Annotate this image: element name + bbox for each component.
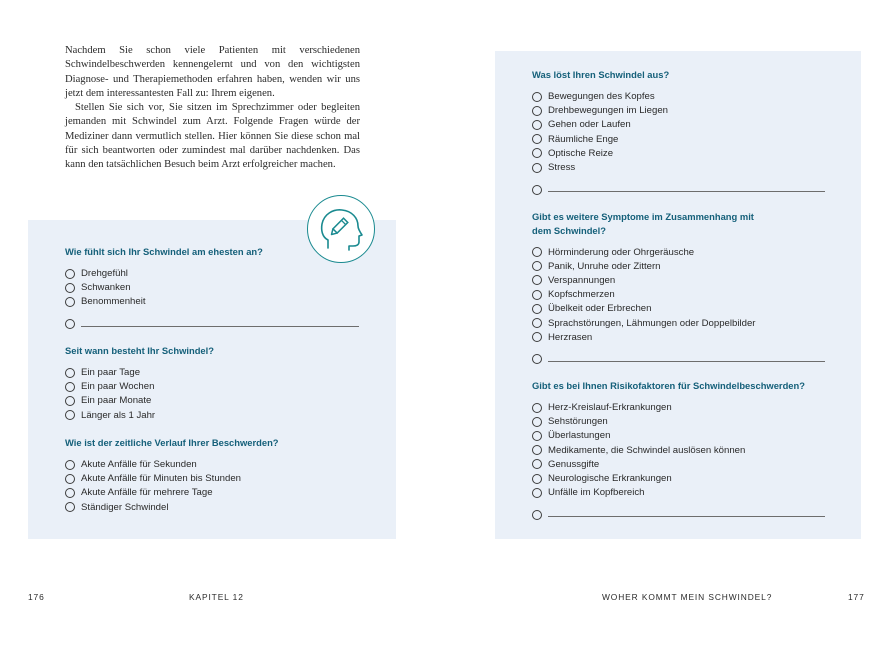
option-sekunden[interactable] [65, 458, 279, 472]
radio-button[interactable] [532, 459, 542, 469]
option-label: Herz-Kreislauf-Erkrankungen [548, 402, 672, 414]
radio-button[interactable] [532, 354, 542, 364]
option-minuten[interactable] [65, 472, 279, 486]
radio-button[interactable] [532, 431, 542, 441]
option-stress[interactable] [532, 160, 825, 174]
option-sehstoerungen[interactable] [532, 415, 825, 429]
option-label: Optische Reize [548, 147, 614, 159]
radio-button[interactable] [532, 318, 542, 328]
intro-text [65, 44, 360, 173]
option-gehen[interactable] [532, 118, 825, 132]
radio-button[interactable] [532, 304, 542, 314]
option-label: Länger als 1 Jahr [81, 409, 156, 421]
question-title: Gibt es weitere Symptome im Zusammenhang mit dem Schwindel? [532, 211, 754, 236]
running-head-right: WOHER KOMMT MEIN SCHWINDEL? [602, 592, 773, 602]
intro-paragraph-2: Stellen Sie sich vor, Sie sitzen im Sprechzimmer oder begleiten jemanden mit Schwindel zum Arzt. Folgende Fragen würde der Mediziner dann vermutlich stellen. Hier können Sie diese schon mal für sich beantworten oder zumindest mal darüber nachdenken. Das kann den tatsächlichen Besuch beim Arzt erfolgreicher machen. [65, 102, 360, 171]
option-tage-anfaelle[interactable] [65, 486, 279, 500]
radio-button[interactable] [65, 460, 75, 470]
radio-button[interactable] [532, 163, 542, 173]
option-label: Sprachstörungen, Lähmungen oder Doppelbilder [548, 317, 756, 329]
option-kopfschmerzen[interactable] [532, 288, 825, 302]
option-drehbewegung[interactable] [532, 104, 825, 118]
option-label: Benommenheit [81, 296, 146, 308]
option-ueberlastungen[interactable] [532, 429, 825, 443]
option-tage[interactable] [65, 366, 214, 380]
radio-button[interactable] [65, 382, 75, 392]
option-label: Unfälle im Kopfbereich [548, 487, 645, 499]
option-unfaelle[interactable] [532, 486, 825, 500]
radio-button[interactable] [532, 488, 542, 498]
option-uebelkeit[interactable] [532, 302, 825, 316]
other-answer-field[interactable] [532, 185, 825, 195]
radio-button[interactable] [532, 247, 542, 257]
radio-button[interactable] [532, 106, 542, 116]
running-head-left: KAPITEL 12 [189, 592, 244, 602]
option-label: Medikamente, die Schwindel auslösen können [548, 444, 746, 456]
radio-button[interactable] [65, 488, 75, 498]
option-panik[interactable] [532, 259, 825, 273]
option-label: Verspannungen [548, 274, 616, 286]
radio-button[interactable] [532, 510, 542, 520]
radio-button[interactable] [65, 319, 75, 329]
option-label: Akute Anfälle für Minuten bis Stunden [81, 473, 241, 485]
question-title: Seit wann besteht Ihr Schwindel? [65, 345, 214, 356]
option-optisch[interactable] [532, 146, 825, 160]
option-label: Sehstörungen [548, 416, 608, 428]
option-hoerminderung[interactable] [532, 245, 825, 259]
option-benommenheit[interactable] [65, 295, 359, 309]
question-block-triggers [532, 68, 825, 195]
write-in-line[interactable] [548, 361, 825, 362]
option-label: Stress [548, 162, 576, 174]
option-drehgefuehl[interactable] [65, 267, 359, 281]
option-kopfbewegung[interactable] [532, 90, 825, 104]
page-number-right: 177 [848, 592, 865, 602]
option-label: Akute Anfälle für mehrere Tage [81, 487, 213, 499]
option-label: Hörminderung oder Ohrgeräusche [548, 246, 695, 258]
radio-button[interactable] [532, 185, 542, 195]
option-sprachstoerungen[interactable] [532, 316, 825, 330]
option-label: Drehgefühl [81, 268, 128, 280]
option-wochen[interactable] [65, 380, 214, 394]
other-answer-field[interactable] [532, 510, 825, 520]
radio-button[interactable] [532, 92, 542, 102]
radio-button[interactable] [65, 502, 75, 512]
question-title: Was löst Ihren Schwindel aus? [532, 69, 670, 80]
radio-button[interactable] [532, 120, 542, 130]
other-answer-field[interactable] [532, 354, 825, 364]
radio-button[interactable] [65, 297, 75, 307]
radio-button[interactable] [65, 396, 75, 406]
question-title: Wie ist der zeitliche Verlauf Ihrer Beschwerden? [65, 437, 279, 448]
option-label: Ein paar Tage [81, 367, 141, 379]
option-label: Drehbewegungen im Liegen [548, 105, 669, 117]
radio-button[interactable] [532, 148, 542, 158]
question-block-symptoms [532, 210, 825, 364]
right-page [448, 0, 895, 648]
option-neurologisch[interactable] [532, 471, 825, 485]
question-block-risk [532, 379, 825, 520]
write-in-line[interactable] [548, 516, 825, 517]
page-number-left: 176 [28, 592, 45, 602]
radio-button[interactable] [65, 368, 75, 378]
option-label: Bewegungen des Kopfes [548, 91, 655, 103]
option-label: Schwanken [81, 282, 131, 294]
question-block-feel [65, 245, 359, 329]
radio-button[interactable] [532, 417, 542, 427]
option-medikamente[interactable] [532, 443, 825, 457]
option-herzrasen[interactable] [532, 330, 825, 344]
option-label: Übelkeit oder Erbrechen [548, 303, 652, 315]
option-label: Genussgifte [548, 458, 600, 470]
option-label: Ein paar Monate [81, 395, 152, 407]
option-monate[interactable] [65, 394, 214, 408]
radio-button[interactable] [532, 474, 542, 484]
option-staendig[interactable] [65, 500, 279, 514]
option-label: Gehen oder Laufen [548, 119, 631, 131]
question-title: Wie fühlt sich Ihr Schwindel am ehesten an? [65, 246, 263, 257]
option-label: Akute Anfälle für Sekunden [81, 459, 197, 471]
write-in-line[interactable] [548, 191, 825, 192]
option-label: Neurologische Erkrankungen [548, 473, 672, 485]
radio-button[interactable] [532, 275, 542, 285]
option-label: Panik, Unruhe oder Zittern [548, 260, 661, 272]
option-label: Herzrasen [548, 331, 593, 343]
option-label: Kopfschmerzen [548, 289, 615, 301]
question-title: Gibt es bei Ihnen Risikofaktoren für Schwindelbeschwerden? [532, 380, 805, 391]
left-page [0, 0, 447, 648]
option-herz-kreislauf[interactable] [532, 401, 825, 415]
option-jahr[interactable] [65, 408, 214, 422]
radio-button[interactable] [65, 410, 75, 420]
question-block-course [65, 436, 279, 514]
radio-button[interactable] [532, 403, 542, 413]
option-genussgifte[interactable] [532, 457, 825, 471]
intro-paragraph-1: Nachdem Sie schon viele Patienten mit verschiedenen Schwindelbeschwerden kennengelernt und von den wichtigsten Diagnose- und Therapiemethoden erfahren haben, wenden wir uns jetzt dem interessantesten Fall zu: Ihrem eigenen. [65, 45, 360, 99]
radio-button[interactable] [532, 134, 542, 144]
radio-button[interactable] [65, 269, 75, 279]
radio-button[interactable] [532, 332, 542, 342]
option-label: Ständiger Schwindel [81, 501, 169, 513]
radio-button[interactable] [532, 261, 542, 271]
question-block-since [65, 344, 214, 422]
write-in-line[interactable] [81, 326, 359, 327]
radio-button[interactable] [532, 445, 542, 455]
radio-button[interactable] [532, 290, 542, 300]
other-answer-field[interactable] [65, 319, 359, 329]
option-schwanken[interactable] [65, 281, 359, 295]
option-label: Überlastungen [548, 430, 611, 442]
radio-button[interactable] [65, 474, 75, 484]
option-enge[interactable] [532, 132, 825, 146]
option-verspannungen[interactable] [532, 273, 825, 287]
option-label: Ein paar Wochen [81, 381, 155, 393]
radio-button[interactable] [65, 283, 75, 293]
option-label: Räumliche Enge [548, 133, 619, 145]
